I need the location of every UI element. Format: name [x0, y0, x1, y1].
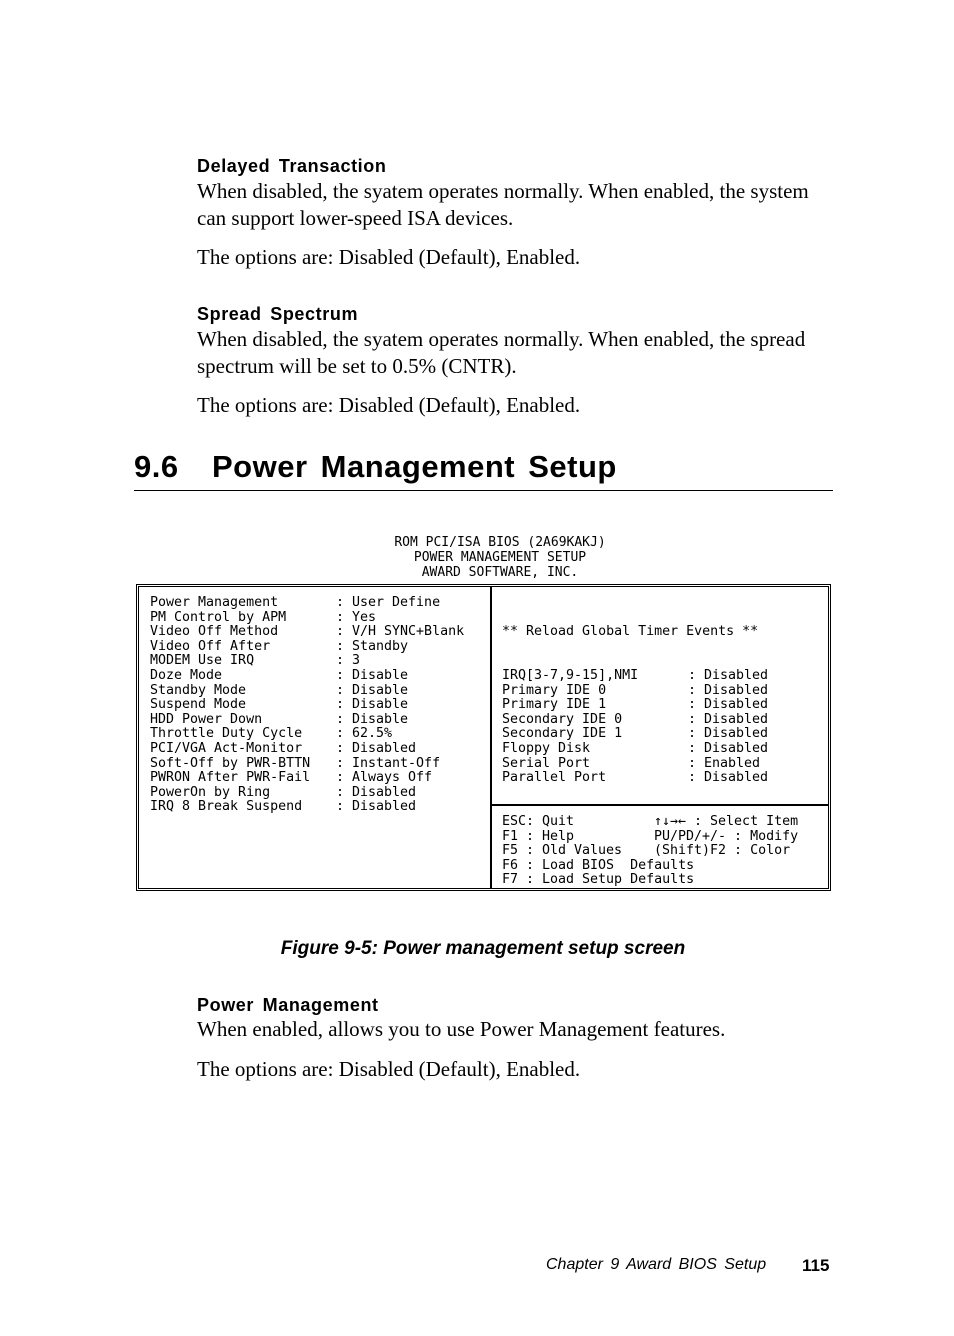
key-desc: : Quit [526, 814, 575, 829]
setting-label: PWRON After PWR-Fail [150, 770, 311, 786]
setting-row [150, 654, 464, 669]
setting-label: PowerOn by Ring [150, 784, 271, 800]
timer-event-label: Secondary IDE 1 [502, 726, 623, 742]
bios-keys-panel [492, 806, 828, 888]
timer-event-value: : Disabled [688, 667, 769, 683]
setting-label: Suspend Mode [150, 697, 247, 713]
timer-event-value: : Disabled [688, 711, 769, 727]
key-hint: PU/PD/+/- : Modify [654, 828, 799, 844]
section-heading [134, 449, 617, 485]
setting-value: : 62.5% [336, 726, 393, 742]
timer-event-value: : Disabled [688, 740, 769, 756]
setting-label: HDD Power Down [150, 711, 263, 727]
setting-label: Throttle Duty Cycle [150, 726, 303, 742]
key-desc: : Help [526, 828, 575, 844]
timer-event-row [502, 727, 768, 742]
setting-label: Doze Mode [150, 667, 223, 683]
timer-event-label: Floppy Disk [502, 740, 591, 756]
setting-label: MODEM Use IRQ [150, 653, 255, 669]
heading-rule [134, 490, 833, 491]
setting-value: : Disabled [336, 799, 417, 815]
setting-label: IRQ 8 Break Suspend [150, 799, 303, 815]
setting-value: : 3 [336, 653, 361, 669]
timer-event-label: Secondary IDE 0 [502, 711, 623, 727]
setting-row [150, 684, 464, 699]
setting-row [150, 596, 464, 611]
key-help-row [502, 844, 798, 859]
timer-event-value: : Disabled [688, 682, 769, 698]
setting-label: Power Management [150, 595, 279, 610]
setting-row [150, 757, 464, 772]
key-help-row [502, 873, 798, 888]
key-hint: (Shift)F2 : Color [654, 843, 791, 859]
bios-timer-panel [492, 587, 828, 806]
timer-event-row [502, 713, 768, 728]
timer-event-value: : Disabled [688, 697, 769, 713]
bios-title-line: AWARD SOFTWARE, INC. [421, 565, 579, 580]
timer-event-row [502, 742, 768, 757]
key-hint: ↑↓→← : Select Item [654, 814, 799, 829]
setting-row [150, 771, 464, 786]
section-number: 9.6 [134, 449, 179, 484]
setting-row [150, 786, 464, 801]
setting-row [150, 640, 464, 655]
timer-header: ** Reload Global Timer Events ** [502, 624, 759, 640]
subheading-power-management: Power Management [197, 995, 379, 1015]
timer-event-row [502, 757, 768, 772]
setting-value: : Instant-Off [336, 755, 441, 771]
setting-label: Video Off After [150, 638, 271, 654]
key-help-row [502, 830, 798, 845]
setting-row [150, 742, 464, 757]
setting-row [150, 669, 464, 684]
options-spread-spectrum: The options are: Disabled (Default), Enabled. [197, 393, 581, 417]
setting-value: : Disabled [336, 784, 417, 800]
setting-value: : Always Off [336, 770, 433, 786]
bios-settings-panel [139, 587, 492, 888]
timer-event-value: : Disabled [688, 726, 769, 742]
setting-value: : Disabled [336, 740, 417, 756]
setting-label: Video Off Method [150, 624, 279, 640]
paragraph-power-management: When enabled, allows you to use Power Management features. [197, 1017, 726, 1041]
timer-event-row [502, 771, 768, 786]
bios-title-line: ROM PCI/ISA BIOS (2A69KAKJ) [394, 535, 606, 550]
options-power-management: The options are: Disabled (Default), Enabled. [197, 1057, 581, 1081]
key-desc: : Old Values [526, 843, 623, 859]
bios-title-line: POWER MANAGEMENT SETUP [413, 550, 587, 565]
setting-label: PCI/VGA Act-Monitor [150, 740, 303, 756]
options-delayed-transaction: The options are: Disabled (Default), Enabled. [197, 245, 581, 269]
figure-caption: Figure 9-5: Power management setup screen [280, 938, 686, 959]
key-help-row [502, 859, 798, 874]
setting-label: PM Control by APM [150, 609, 287, 625]
key-desc: : Load BIOS Defaults [526, 857, 695, 873]
paragraph-spread-spectrum: When disabled, the syatem operates normally. When enabled, the spread spectrum will be set to 0.5% (CNTR). [197, 327, 806, 378]
setting-value: : User Define [336, 595, 441, 610]
setting-label: Soft-Off by PWR-BTTN [150, 755, 311, 771]
key-desc: : Load Setup Defaults [526, 872, 695, 888]
timer-event-value: : Disabled [688, 770, 769, 786]
key-help-row [502, 815, 798, 830]
key-name: F7 [502, 872, 519, 888]
timer-event-value: : Enabled [688, 755, 761, 771]
bios-settings-list [150, 596, 464, 815]
setting-label: Standby Mode [150, 682, 247, 698]
bios-keys-list [502, 815, 798, 888]
setting-value: : Disable [336, 682, 409, 698]
setting-row [150, 698, 464, 713]
section-title: Power Management Setup [212, 449, 617, 484]
setting-value: : Disable [336, 667, 409, 683]
key-name: F1 [502, 828, 519, 844]
timer-event-label: Parallel Port [502, 770, 607, 786]
timer-event-label: Primary IDE 1 [502, 697, 607, 713]
key-name: ESC [502, 814, 527, 829]
timer-event-row [502, 698, 768, 713]
setting-value: : Disable [336, 697, 409, 713]
key-name: F6 [502, 857, 519, 873]
setting-value: : Yes [336, 609, 377, 625]
setting-row [150, 800, 464, 815]
timer-event-label: Serial Port [502, 755, 591, 771]
setting-value: : Disable [336, 711, 409, 727]
subheading-spread-spectrum: Spread Spectrum [197, 304, 359, 324]
bios-timer-list [502, 596, 768, 815]
setting-value: : V/H SYNC+Blank [336, 624, 465, 640]
timer-event-label: Primary IDE 0 [502, 682, 607, 698]
page-number: 115 [802, 1256, 830, 1275]
bios-title [300, 535, 700, 580]
setting-row [150, 611, 464, 626]
bios-screen [136, 584, 831, 891]
footer-chapter: Chapter 9 Award BIOS Setup [546, 1256, 767, 1273]
setting-row [150, 727, 464, 742]
setting-row [150, 625, 464, 640]
setting-value: : Standby [336, 638, 409, 654]
paragraph-delayed-transaction: When disabled, the syatem operates normally. When enabled, the system can support lower-speed ISA devices. [197, 179, 809, 230]
timer-event-row [502, 669, 768, 684]
timer-event-label: IRQ[3-7,9-15],NMI [502, 667, 639, 683]
key-name: F5 [502, 843, 519, 859]
timer-items [502, 669, 768, 786]
timer-event-row [502, 684, 768, 699]
setting-row [150, 713, 464, 728]
subheading-delayed-transaction: Delayed Transaction [197, 156, 387, 176]
